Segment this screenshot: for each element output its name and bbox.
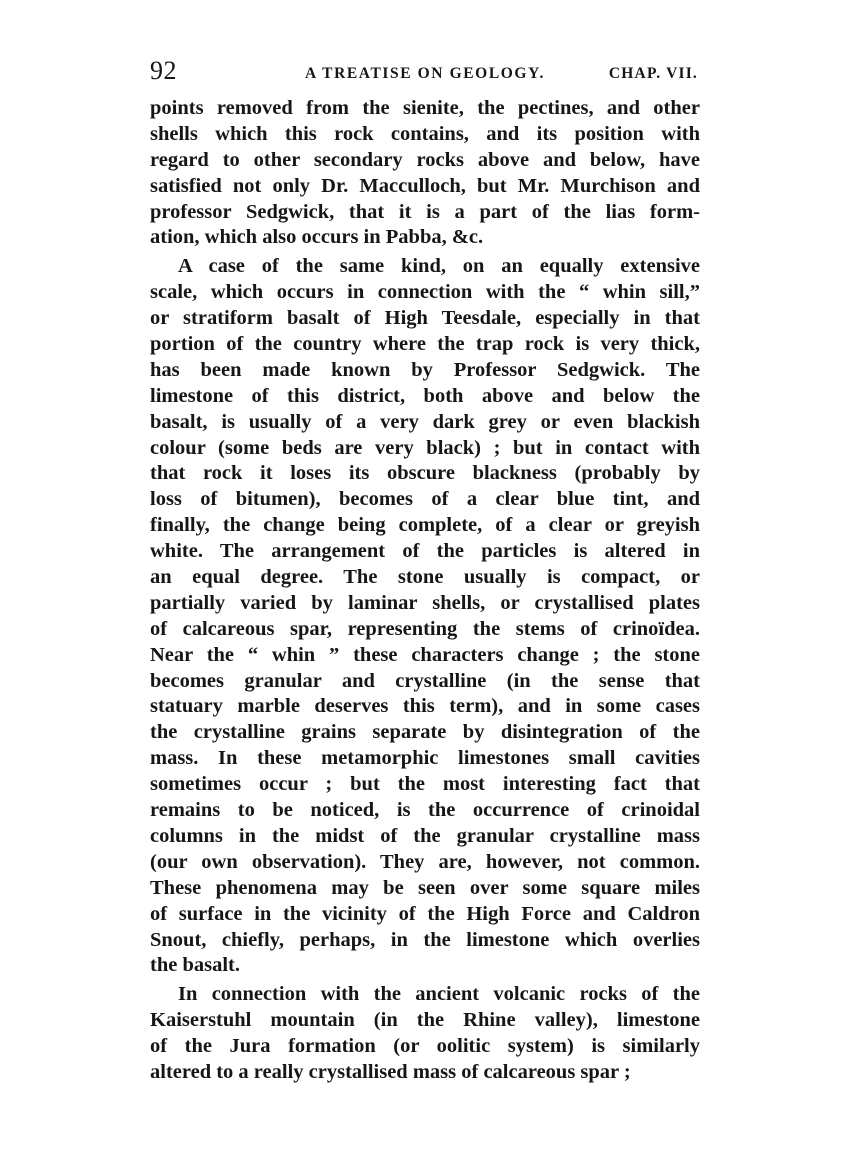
text-line: the basalt. bbox=[150, 954, 240, 977]
text-line: Snout, chiefly, perhaps, in the limestone which overlies bbox=[150, 928, 700, 951]
text-line: scale, which occurs in connection with the “ whin sill,” bbox=[150, 281, 700, 304]
text-line: points removed from the sienite, the pectines, and other bbox=[150, 97, 700, 119]
text-line: regard to other secondary rocks above and below, have bbox=[150, 148, 700, 171]
paragraph bbox=[150, 96, 700, 251]
text-line: that rock it loses its obscure blackness (probably by bbox=[150, 462, 700, 485]
text-line: an equal degree. The stone usually is compact, or bbox=[150, 566, 700, 589]
text-line: statuary marble deserves this term), and in some cases bbox=[150, 695, 700, 718]
text-line: has been made known by Professor Sedgwick. The bbox=[150, 358, 700, 381]
text-line: of surface in the vicinity of the High Force and Caldron bbox=[150, 902, 700, 925]
text-line: limestone of this district, both above and below the bbox=[150, 384, 700, 407]
running-header bbox=[150, 56, 700, 96]
text-line: columns in the midst of the granular crystalline mass bbox=[150, 824, 700, 847]
text-line: mass. In these metamorphic limestones small cavities bbox=[150, 747, 700, 770]
text-line: ation, which also occurs in Pabba, &c. bbox=[150, 226, 484, 249]
text-line: portion of the country where the trap rock is very thick, bbox=[150, 333, 700, 356]
text-line: These phenomena may be seen over some square miles bbox=[150, 876, 700, 899]
text-line: Near the “ whin ” these characters change ; the stone bbox=[150, 643, 700, 666]
paragraph bbox=[150, 982, 700, 1086]
body-text bbox=[150, 96, 700, 1086]
text-line: colour (some beds are very black) ; but in contact with bbox=[150, 436, 700, 459]
chapter-label: CHAP. VII. bbox=[608, 65, 698, 82]
text-line: altered to a really crystallised mass of calcareous spar ; bbox=[150, 1060, 631, 1083]
text-line: becomes granular and crystalline (in the sense that bbox=[150, 669, 700, 692]
text-line: In connection with the ancient volcanic rocks of the bbox=[178, 983, 700, 1006]
book-page bbox=[150, 56, 700, 1086]
text-line: the crystalline grains separate by disintegration of the bbox=[150, 721, 700, 744]
page-number: 92 bbox=[150, 56, 177, 85]
text-line: or stratiform basalt of High Teesdale, especially in that bbox=[150, 307, 700, 330]
text-line: sometimes occur ; but the most interesting fact that bbox=[150, 773, 700, 796]
text-line: professor Sedgwick, that it is a part of the lias form- bbox=[150, 200, 700, 223]
text-line: Kaiserstuhl mountain (in the Rhine valley), limestone bbox=[150, 1009, 700, 1032]
text-line: satisfied not only Dr. Macculloch, but Mr. Murchison and bbox=[150, 174, 700, 197]
text-line: white. The arrangement of the particles is altered in bbox=[150, 540, 700, 563]
book-title: A TREATISE ON GEOLOGY. bbox=[305, 65, 545, 82]
text-line: A case of the same kind, on an equally extensive bbox=[178, 255, 700, 278]
paragraph bbox=[150, 254, 700, 979]
text-line: shells which this rock contains, and its position with bbox=[150, 122, 700, 145]
text-line: of the Jura formation (or oolitic system) is similarly bbox=[150, 1035, 700, 1058]
text-line: remains to be noticed, is the occurrence of crinoidal bbox=[150, 799, 700, 822]
text-line: partially varied by laminar shells, or crystallised plates bbox=[150, 591, 700, 614]
text-line: finally, the change being complete, of a clear or greyish bbox=[150, 514, 700, 537]
text-line: (our own observation). They are, however, not common. bbox=[150, 850, 700, 873]
text-line: loss of bitumen), becomes of a clear blue tint, and bbox=[150, 488, 700, 511]
text-line: basalt, is usually of a very dark grey or even blackish bbox=[150, 410, 700, 433]
text-line: of calcareous spar, representing the stems of crinoïdea. bbox=[150, 617, 700, 640]
